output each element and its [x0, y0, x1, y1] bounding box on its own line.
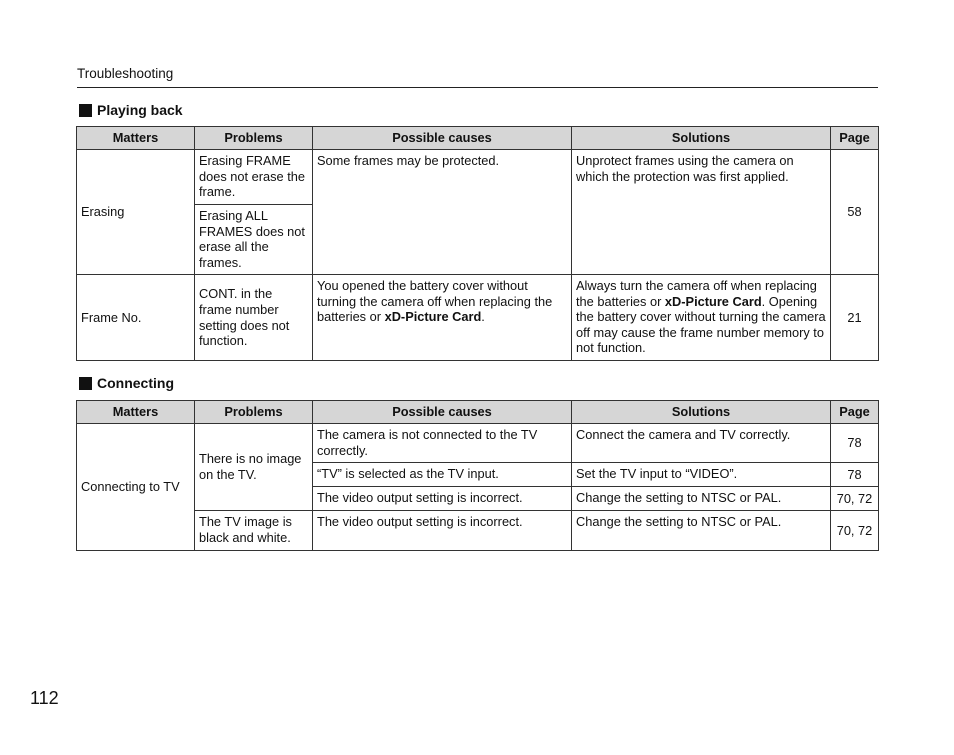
col-header-solutions: Solutions: [572, 401, 831, 424]
page-ref: 78: [831, 424, 879, 463]
page-ref: 70, 72: [831, 487, 879, 511]
problem-no-image: There is no image on the TV.: [195, 424, 313, 511]
solution-bold-text: xD-Picture Card: [664, 293, 762, 309]
cause-cell: The camera is not connected to the TV correctly.: [313, 424, 572, 463]
col-header-matters: Matters: [77, 127, 195, 150]
problem-frame-no: CONT. in the frame number setting does not function.: [195, 275, 313, 361]
cause-frame-no: [313, 275, 572, 361]
solution-text: Always turn the camera off when replacing the batteries or: [576, 278, 817, 309]
cause-erasing: Some frames may be protected.: [313, 150, 572, 275]
problem-text: Erasing FRAME does not erase the frame.: [199, 153, 306, 200]
table-row: [77, 275, 879, 361]
section-title-playing-back: [79, 102, 183, 118]
playing-back-table: [76, 126, 879, 361]
cause-bold-text: xD-Picture Card: [384, 309, 482, 325]
problem-erasing-frame: [195, 150, 313, 205]
matter-frame-no: Frame No.: [77, 275, 195, 361]
col-header-matters: Matters: [77, 401, 195, 424]
problem-black-white: The TV image is black and white.: [195, 511, 313, 551]
connecting-table: [76, 400, 879, 551]
solution-frame-no: [572, 275, 831, 361]
page-ref-frame-no: 21: [831, 275, 879, 361]
table-row: [77, 150, 879, 205]
col-header-page: Page: [831, 127, 879, 150]
col-header-page: Page: [831, 401, 879, 424]
page-ref: 78: [831, 463, 879, 487]
cause-text-end: .: [481, 309, 485, 325]
solution-erasing: Unprotect frames using the camera on which the protection was first applied.: [572, 150, 831, 275]
page-ref-erasing: 58: [831, 150, 879, 275]
solution-text-end: . Opening the battery cover without turning the camera off may cause the frame number memory to not function.: [576, 293, 826, 356]
page-header: [77, 66, 878, 88]
problem-erasing-all: Erasing ALL FRAMES does not erase all the frames.: [195, 205, 313, 275]
cause-text: You opened the battery cover without turning the camera off when replacing the batteries or: [317, 278, 553, 325]
header-title: Troubleshooting: [77, 66, 174, 81]
col-header-problems: Problems: [195, 401, 313, 424]
solution-cell: Connect the camera and TV correctly.: [572, 424, 831, 463]
table-row: [77, 511, 879, 551]
col-header-causes: Possible causes: [313, 401, 572, 424]
matter-erasing: Erasing: [77, 150, 195, 275]
page-ref: 70, 72: [831, 511, 879, 551]
section-title-text: Playing back: [97, 102, 183, 118]
page-number: 112: [30, 688, 59, 708]
cause-cell: The video output setting is incorrect.: [313, 487, 572, 511]
table-row: [77, 424, 879, 463]
section-square-icon: [79, 377, 92, 390]
section-square-icon: [79, 104, 92, 117]
section-title-connecting: [79, 375, 174, 391]
cause-cell: “TV” is selected as the TV input.: [313, 463, 572, 487]
solution-cell: Change the setting to NTSC or PAL.: [572, 487, 831, 511]
cause-cell: The video output setting is incorrect.: [313, 511, 572, 551]
col-header-problems: Problems: [195, 127, 313, 150]
col-header-causes: Possible causes: [313, 127, 572, 150]
col-header-solutions: Solutions: [572, 127, 831, 150]
section-title-text: Connecting: [97, 375, 174, 391]
table-header-row: [77, 401, 879, 424]
table-header-row: [77, 127, 879, 150]
solution-cell: Change the setting to NTSC or PAL.: [572, 511, 831, 551]
matter-connecting-tv: Connecting to TV: [77, 424, 195, 551]
solution-cell: Set the TV input to “VIDEO”.: [572, 463, 831, 487]
